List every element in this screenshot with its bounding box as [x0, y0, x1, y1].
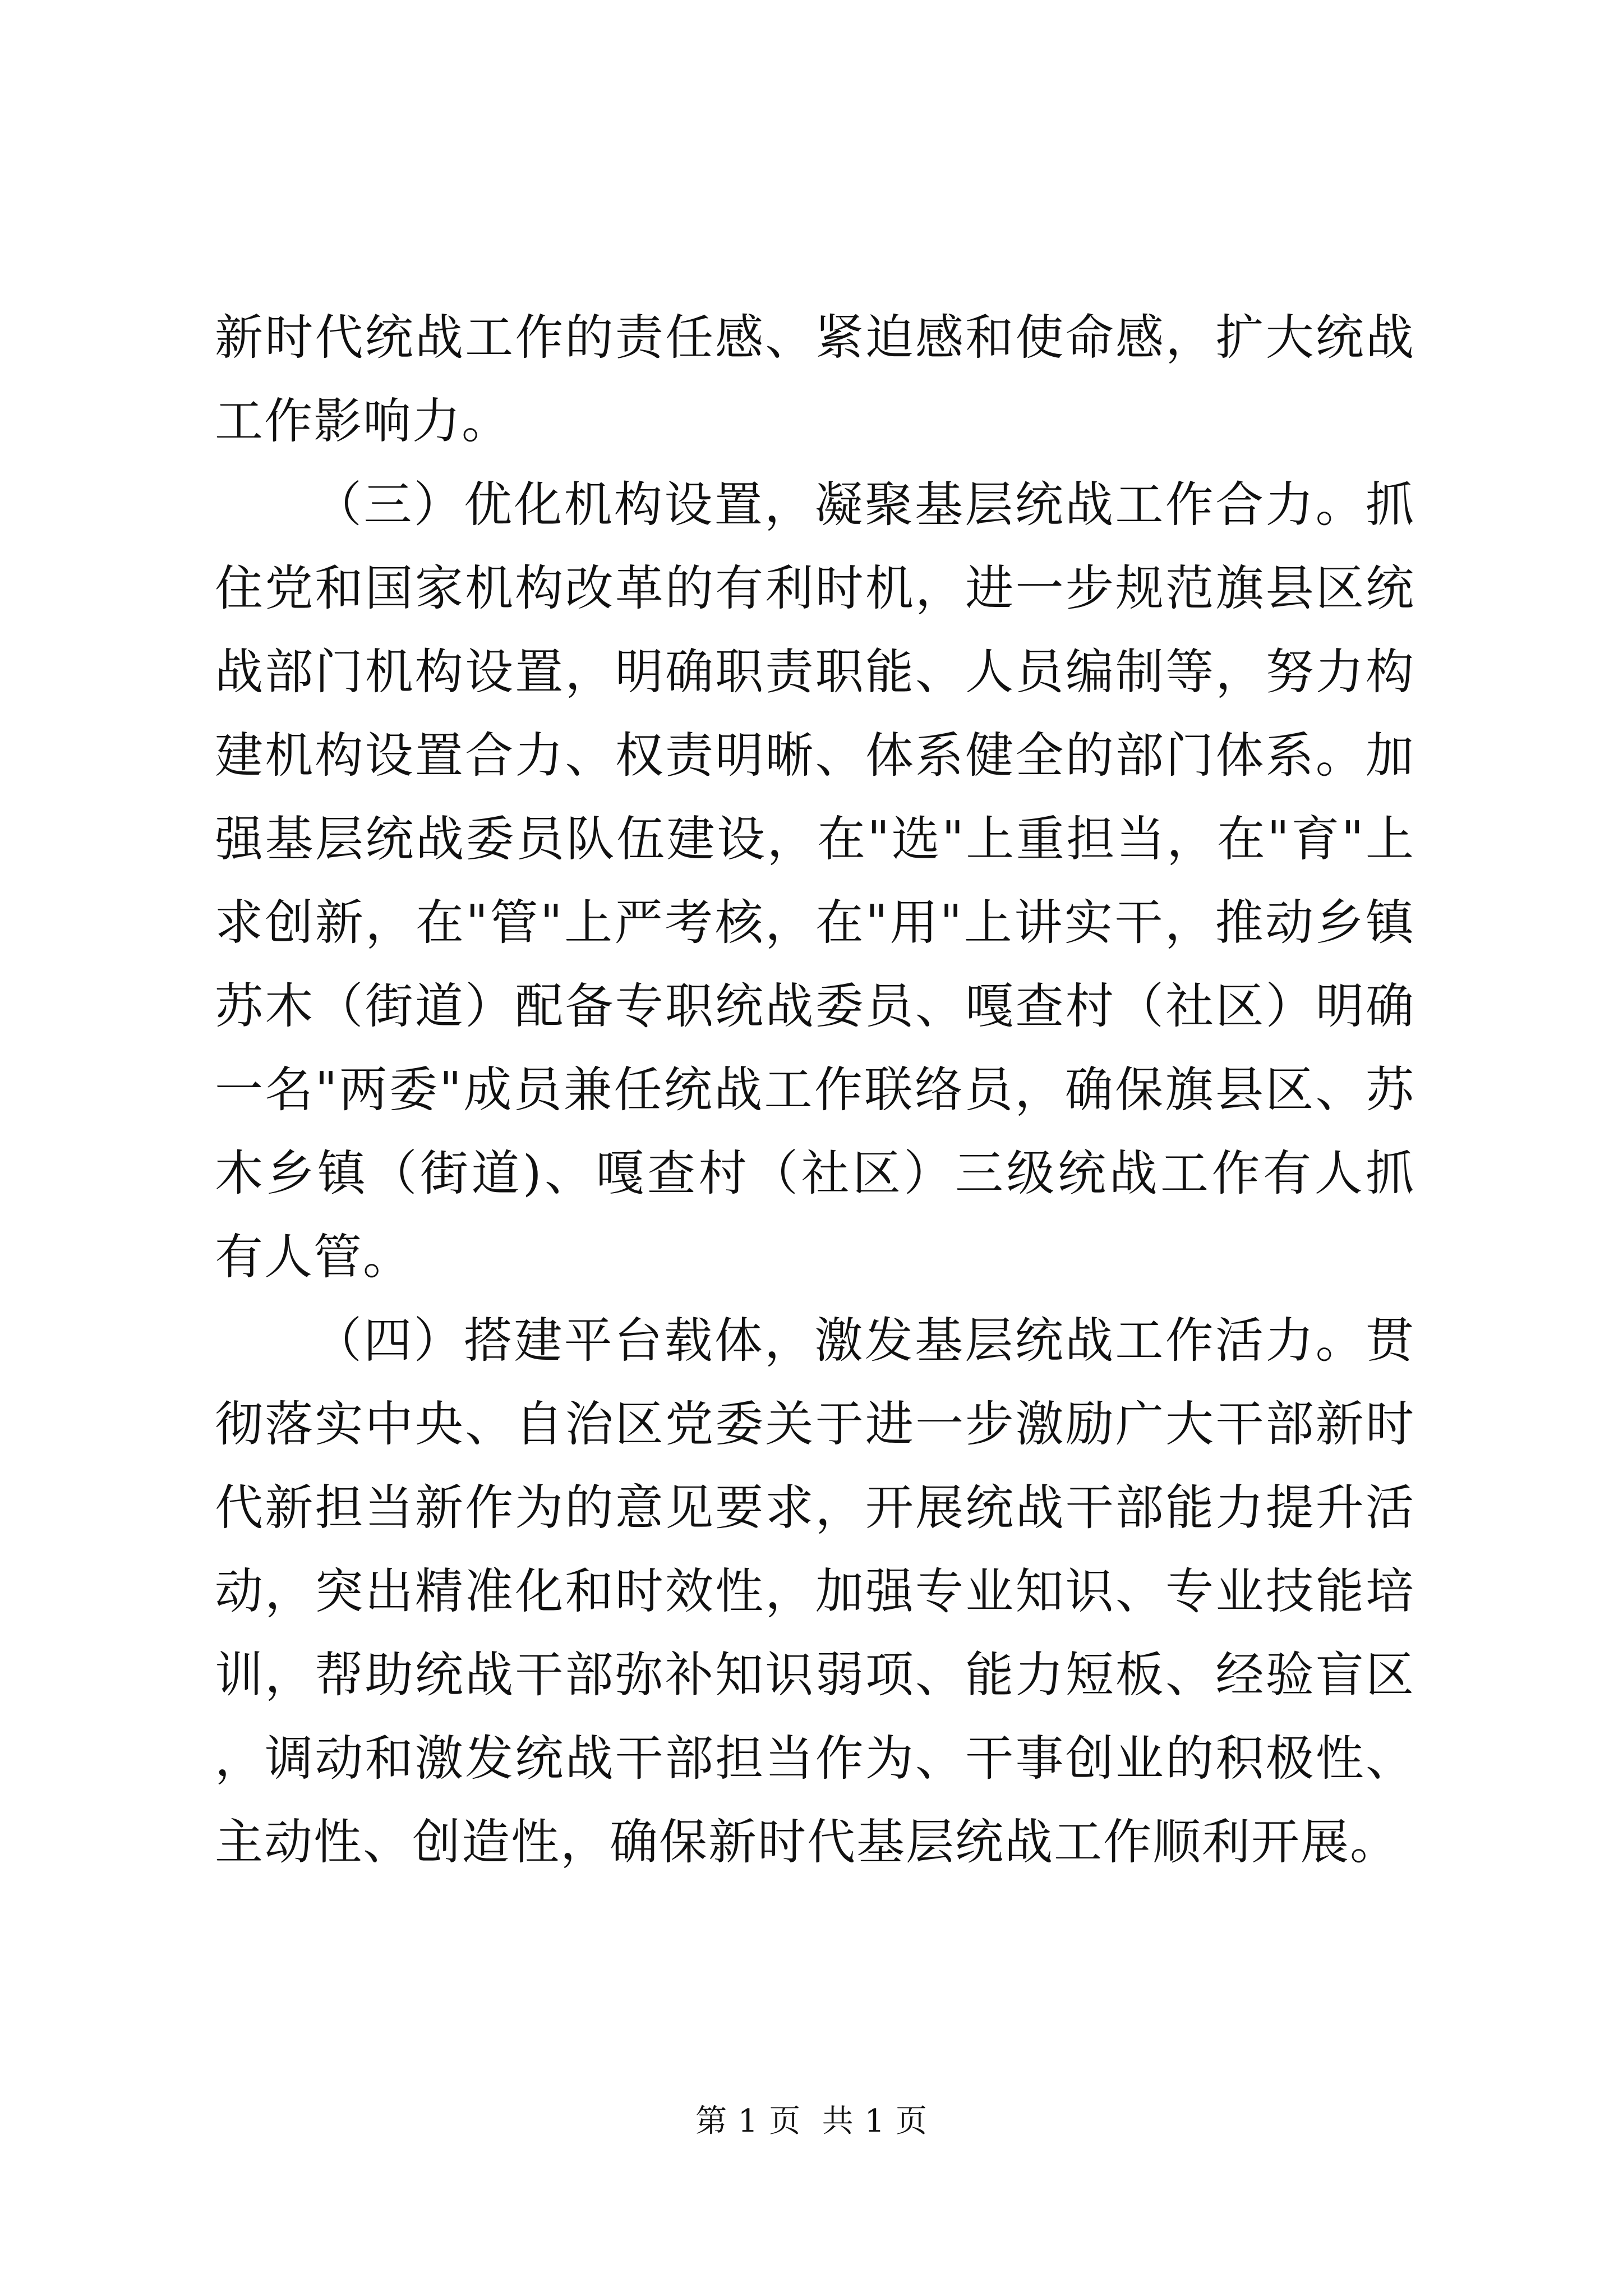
paragraph-section-4: （四）搭建平台载体，激发基层统战工作活力。贯彻落实中央、自治区党委关于进一步激励广大干部新时代新担当新作为的意见要求，开展统战干部能力提升活动，突出精准化和时效性，加强专业知识、专业技能培训，帮助统战干部弥补知识弱项、能力短板、经验盲区，调动和激发统战干部担当作为、干事创业的积极性、主动性、创造性，确保新时代基层统战工作顺利开展。	[215, 1313, 1415, 1870]
page-number-label: 第 1 页 共 1 页	[695, 2103, 928, 2139]
paragraph-continuation: 新时代统战工作的责任感、紧迫感和使命感，扩大统战工作影响力。	[215, 310, 1415, 449]
paragraph-section-3: （三）优化机构设置，凝聚基层统战工作合力。抓住党和国家机构改革的有利时机，进一步规范旗县区统战部门机构设置，明确职责职能、人员编制等，努力构建机构设置合力、权责明晰、体系健全的部门体系。加强基层统战委员队伍建设，在"选"上重担当，在"育"上求创新，在"管"上严考核，在"用"上讲实干，推动乡镇苏木（街道）配备专职统战委员、嘎查村（社区）明确一名"两委"成员兼任统战工作联络员，确保旗县区、苏木乡镇（街道)、嘎查村（社区）三级统战工作有人抓有人管。	[215, 477, 1415, 1285]
page-footer	[0, 2099, 1623, 2144]
document-body	[215, 296, 1415, 1884]
